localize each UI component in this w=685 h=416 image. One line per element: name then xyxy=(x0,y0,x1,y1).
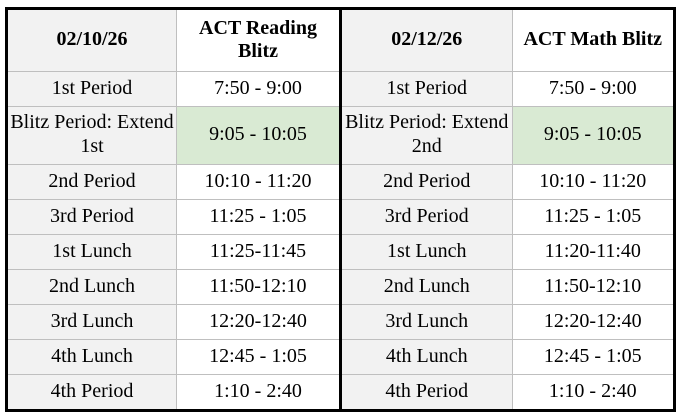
period-label: 1st Lunch xyxy=(7,234,177,269)
period-time: 12:20-12:40 xyxy=(512,304,675,339)
period-label: 3rd Lunch xyxy=(342,304,512,339)
period-time: 7:50 - 9:00 xyxy=(177,71,341,106)
period-time-highlighted: 9:05 - 10:05 xyxy=(177,106,341,164)
table-row-blitz xyxy=(7,106,341,164)
math-blitz-schedule-table xyxy=(342,10,676,409)
period-time: 10:10 - 11:20 xyxy=(177,164,341,199)
period-time: 11:50-12:10 xyxy=(177,269,341,304)
period-time: 1:10 - 2:40 xyxy=(512,374,675,409)
period-label: 4th Lunch xyxy=(7,339,177,374)
period-time: 11:50-12:10 xyxy=(512,269,675,304)
table-row-blitz xyxy=(342,106,675,164)
table-header-row xyxy=(7,10,341,71)
period-label: 1st Lunch xyxy=(342,234,512,269)
table-row xyxy=(342,234,675,269)
period-label: 2nd Lunch xyxy=(342,269,512,304)
schedule-date: 02/12/26 xyxy=(342,10,512,71)
table-row xyxy=(342,269,675,304)
table-row xyxy=(7,339,341,374)
table-row xyxy=(342,199,675,234)
period-label: 3rd Period xyxy=(7,199,177,234)
schedule-container xyxy=(5,7,676,412)
table-row xyxy=(342,374,675,409)
table-row xyxy=(342,71,675,106)
table-row xyxy=(7,234,341,269)
period-label: Blitz Period: Extend 2nd xyxy=(342,106,512,164)
period-time-highlighted: 9:05 - 10:05 xyxy=(512,106,675,164)
period-time: 7:50 - 9:00 xyxy=(512,71,675,106)
table-row xyxy=(342,164,675,199)
table-row xyxy=(342,304,675,339)
schedule-title: ACT Reading Blitz xyxy=(177,10,341,71)
table-row xyxy=(7,304,341,339)
period-label: 3rd Lunch xyxy=(7,304,177,339)
period-label: 4th Period xyxy=(7,374,177,409)
period-time: 11:25 - 1:05 xyxy=(512,199,675,234)
table-row xyxy=(7,269,341,304)
period-label: 1st Period xyxy=(7,71,177,106)
period-time: 12:20-12:40 xyxy=(177,304,341,339)
period-label: 2nd Lunch xyxy=(7,269,177,304)
table-row xyxy=(7,164,341,199)
period-label: 2nd Period xyxy=(342,164,512,199)
schedule-date: 02/10/26 xyxy=(7,10,177,71)
period-time: 11:25-11:45 xyxy=(177,234,341,269)
reading-blitz-schedule-table xyxy=(5,10,342,409)
table-row xyxy=(7,71,341,106)
schedule-title: ACT Math Blitz xyxy=(512,10,675,71)
period-time: 12:45 - 1:05 xyxy=(512,339,675,374)
period-label: 2nd Period xyxy=(7,164,177,199)
table-row xyxy=(7,374,341,409)
period-label: Blitz Period: Extend 1st xyxy=(7,106,177,164)
period-time: 12:45 - 1:05 xyxy=(177,339,341,374)
table-header-row xyxy=(342,10,675,71)
period-time: 10:10 - 11:20 xyxy=(512,164,675,199)
period-label: 3rd Period xyxy=(342,199,512,234)
period-time: 11:25 - 1:05 xyxy=(177,199,341,234)
table-row xyxy=(342,339,675,374)
period-time: 11:20-11:40 xyxy=(512,234,675,269)
period-time: 1:10 - 2:40 xyxy=(177,374,341,409)
period-label: 4th Lunch xyxy=(342,339,512,374)
period-label: 4th Period xyxy=(342,374,512,409)
table-row xyxy=(7,199,341,234)
period-label: 1st Period xyxy=(342,71,512,106)
